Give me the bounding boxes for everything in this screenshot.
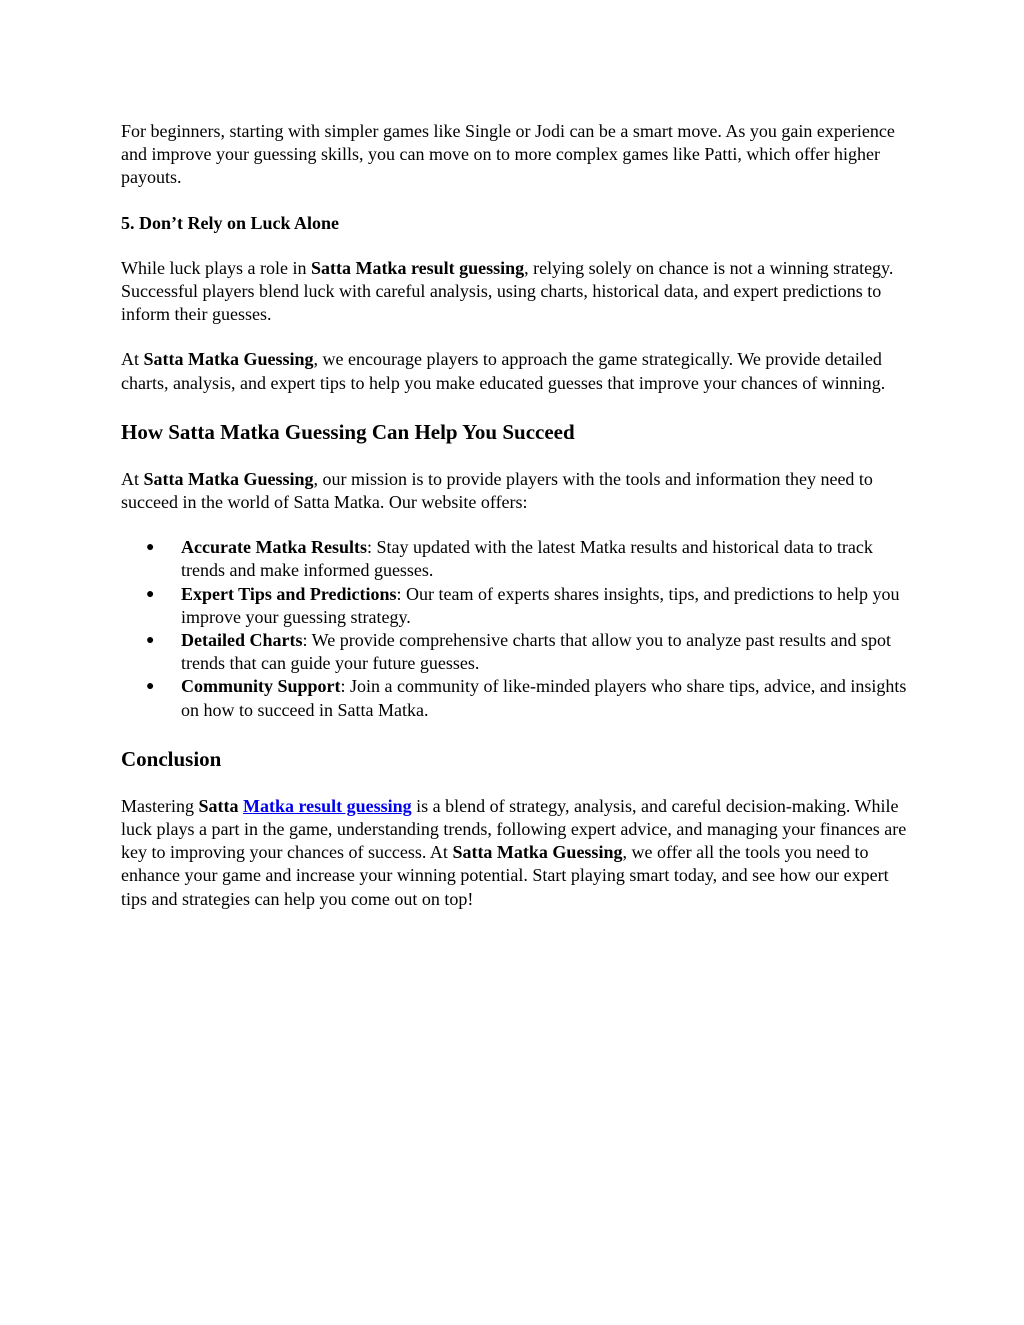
- paragraph-conclusion-post: , we offer all the tools you need to enhance your game and increase your winning potential. Start playing smart today, and see how our expert tips and strategies can help you come out on top!: [121, 842, 889, 909]
- bullet-icon: ●: [146, 633, 155, 649]
- list-item-text: : Join a community of like-minded players who share tips, advice, and insights on how to succeed in Satta Matka.: [181, 676, 907, 720]
- bullet-icon: ●: [146, 679, 155, 695]
- paragraph-conclusion-pre: Mastering: [121, 795, 199, 816]
- list-item-text: : Stay updated with the latest Matka results and historical data to track trends and make informed guesses.: [181, 537, 873, 581]
- paragraph-beginners: For beginners, starting with simpler games like Single or Jodi can be a smart move. As you gain experience and improve your guessing skills, you can move on to more complex games like Patti, which offer higher payouts.: [121, 121, 895, 188]
- paragraph-conclusion: [121, 795, 911, 911]
- list-item: [146, 675, 911, 721]
- paragraph-strategy: [121, 348, 911, 394]
- bullet-icon: ●: [146, 540, 155, 556]
- list-item-title: Accurate Matka Results: [181, 537, 367, 558]
- document-page: [121, 120, 911, 911]
- paragraph-strategy-pre: At: [121, 349, 144, 370]
- paragraph-strategy-post: , we encourage players to approach the game strategically. We provide detailed charts, analysis, and expert tips to help you make educated guesses that improve your chances of winning.: [121, 349, 886, 393]
- paragraph-conclusion-bold-satta: Satta: [198, 795, 239, 816]
- paragraph-conclusion-bold-brand: Satta Matka Guessing: [452, 842, 623, 863]
- heading-conclusion: Conclusion: [121, 746, 222, 771]
- list-item: [146, 629, 911, 675]
- heading-how-satta-matka-helps: How Satta Matka Guessing Can Help You Succeed: [121, 419, 575, 444]
- paragraph-luck-pre: While luck plays a role in: [121, 257, 311, 278]
- paragraph-mission-bold: Satta Matka Guessing: [143, 468, 314, 489]
- list-item-title: Community Support: [181, 676, 341, 697]
- list-item-title: Expert Tips and Predictions: [181, 583, 397, 604]
- paragraph-mission-pre: At: [121, 468, 144, 489]
- list-item-text: : Our team of experts shares insights, tips, and predictions to help you improve your guessing strategy.: [181, 583, 900, 627]
- paragraph-conclusion-mid: is a blend of strategy, analysis, and careful decision-making. While luck plays a part in the game, understanding trends, following expert advice, and managing your finances are key to improving your chances of success. At: [121, 795, 907, 863]
- paragraph-mission-post: , our mission is to provide players with the tools and information they need to succeed in the world of Satta Matka. Our website offers:: [121, 468, 873, 513]
- paragraph-mission: [121, 468, 911, 514]
- paragraph-strategy-bold: Satta Matka Guessing: [143, 349, 314, 370]
- bullet-icon: ●: [146, 586, 155, 602]
- list-item-title: Detailed Charts: [181, 630, 303, 651]
- list-item: [146, 583, 911, 629]
- offers-list: [121, 536, 911, 722]
- paragraph-luck: [121, 257, 911, 327]
- matka-result-guessing-link[interactable]: Matka result guessing: [242, 795, 412, 816]
- paragraph-luck-post: , relying solely on chance is not a winning strategy. Successful players blend luck with careful analysis, using charts, historical data, and expert predictions to inform their guesses.: [121, 257, 894, 325]
- paragraph-luck-bold: Satta Matka result guessing: [310, 257, 525, 278]
- list-item: [146, 536, 911, 582]
- heading-dont-rely-on-luck: 5. Don’t Rely on Luck Alone: [121, 212, 340, 233]
- list-item-text: : We provide comprehensive charts that allow you to analyze past results and spot trends that can guide your future guesses.: [181, 630, 892, 674]
